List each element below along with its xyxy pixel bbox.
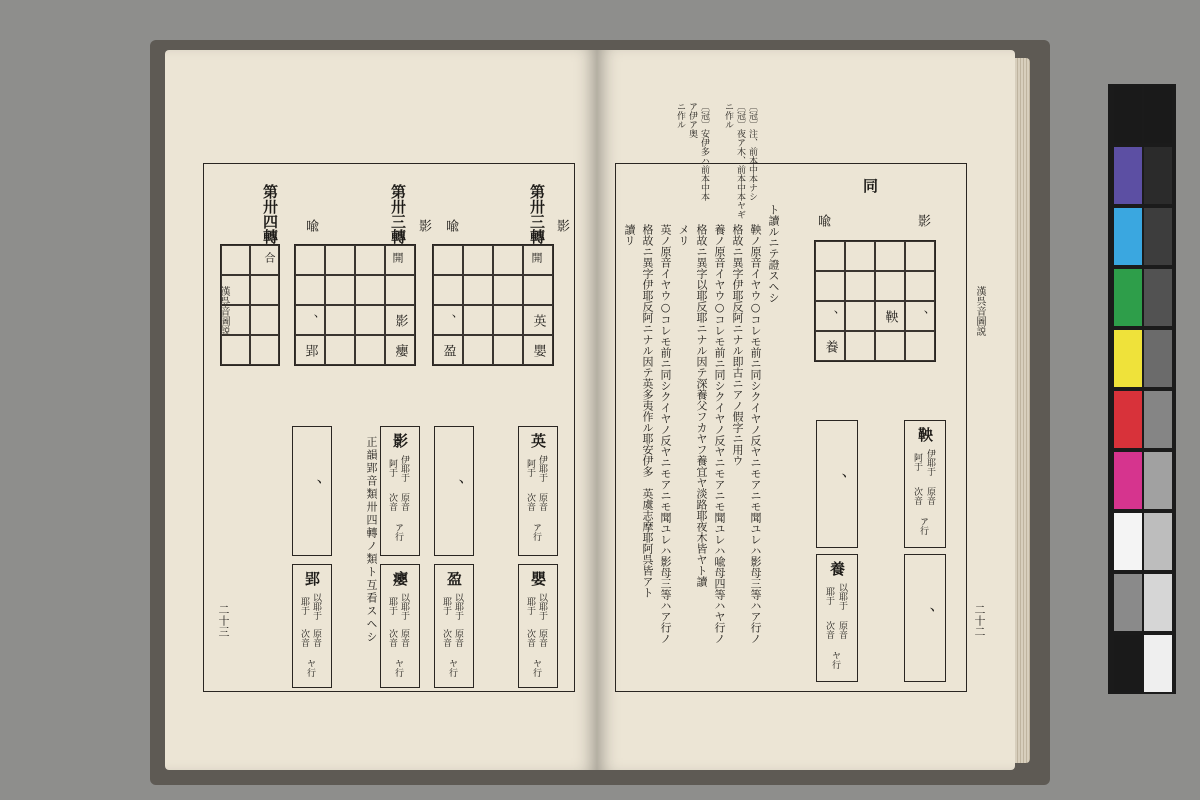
card-mark: 、 <box>917 607 936 623</box>
right-page <box>597 50 1015 770</box>
card-row: ヤ行 <box>531 659 541 677</box>
card-line1: 以耶于 <box>537 593 547 620</box>
left-page <box>165 50 597 770</box>
card-line1: 以耶于 <box>311 593 321 620</box>
card-note2: 次音 <box>912 487 922 505</box>
reading-card-ying <box>518 426 558 556</box>
left-page-number: 二十三 <box>217 604 230 637</box>
rhyme-grid-2 <box>294 244 416 366</box>
grid-mark: 、 <box>433 305 463 335</box>
card-line1: 伊耶于 <box>399 455 409 482</box>
card-line2: 阿于 <box>912 453 922 471</box>
color-swatch <box>1114 330 1142 387</box>
body-line-3: 格故ニ異字伊耶反阿ニナル即古ニアノ假字ニ用ウ <box>731 224 744 466</box>
grid-char-yang2: 養 <box>815 331 845 361</box>
transformation-suffix-1: 開 <box>530 252 543 263</box>
margin-note-5: ア伊ア奥 <box>687 102 697 138</box>
card-line1: 伊耶于 <box>925 449 935 476</box>
card-line2: 耶于 <box>299 597 309 615</box>
card-row: ア行 <box>393 523 403 541</box>
margin-note-1: 〔冠〕注、前本中本ナシ <box>747 102 757 201</box>
body-line-7: 英ノ原音イヤウ○コレモ前ニ同シクイヤノ反ヤニモアニモ聞ユレハ影母三等ハア行ノ <box>659 224 672 644</box>
card-char: 盈 <box>445 571 463 586</box>
margin-note-6: ニ作ル <box>675 102 685 129</box>
col-label-yu-2: 喩 <box>303 219 318 232</box>
card-row: ヤ行 <box>305 659 315 677</box>
card-char: 養 <box>828 561 846 576</box>
grid-char-ying2: 郢 <box>295 335 325 365</box>
gray-swatch <box>1144 330 1172 387</box>
left-running-title: 漢呉音圖説 <box>218 286 229 336</box>
body-line-1: ト讀ルニテ證スヘシ <box>767 204 780 303</box>
gray-swatch <box>1144 574 1172 631</box>
card-note1: 原音 <box>453 629 463 647</box>
gray-swatch <box>1144 452 1172 509</box>
card-line2: 阿于 <box>387 459 397 477</box>
reading-card-ying-shadow <box>380 426 420 556</box>
card-note2: 次音 <box>824 621 834 639</box>
gray-swatch <box>1144 147 1172 204</box>
body-line-2: 鞅ノ原音イヤウ○コレモ前ニ同シクイヤノ反ヤニモアニモ聞ユレハ影母三等ハア行ノ <box>749 224 762 644</box>
reading-card-yang <box>904 420 946 548</box>
grid-char-ying: 影 <box>385 305 415 335</box>
card-char: 影 <box>391 433 409 448</box>
col-label-yu-1: 喩 <box>443 219 458 232</box>
card-row: ヤ行 <box>447 659 457 677</box>
color-swatch <box>1114 574 1142 631</box>
card-mark: 、 <box>446 479 465 495</box>
col-label-ying-1: 影 <box>554 219 569 232</box>
reading-card-mark-1 <box>434 426 474 556</box>
reading-card-mark-b <box>904 554 946 682</box>
reading-card-mark-2 <box>292 426 332 556</box>
card-line1: 伊耶于 <box>537 455 547 482</box>
cross-reference-note: 正韻郢音類卅四轉ノ類ト互看スヘシ <box>365 436 378 644</box>
grid-char-ying: 英 <box>523 305 553 335</box>
card-char: 鞅 <box>916 427 934 442</box>
card-note1: 原音 <box>537 493 547 511</box>
color-swatch <box>1114 513 1142 570</box>
color-swatch <box>1114 147 1142 204</box>
color-swatch <box>1114 452 1142 509</box>
rhyme-grid-3 <box>220 244 280 366</box>
reading-card-ying-c <box>434 564 474 688</box>
margin-note-4: 〔冠〕安伊多ハ前本中本 <box>699 102 709 201</box>
reading-card-ying-d <box>380 564 420 688</box>
transformation-title-1: 第卅三轉 <box>528 184 546 244</box>
color-swatch <box>1114 208 1142 265</box>
grid-mark: 、 <box>815 301 845 331</box>
card-note2: 次音 <box>441 629 451 647</box>
transformation-title-2: 第卅三轉 <box>389 184 407 244</box>
margin-note-3: ニ作ル <box>723 102 733 129</box>
grid-char-ying2: 盈 <box>433 335 463 365</box>
card-row: ヤ行 <box>830 651 840 669</box>
card-mark: 、 <box>829 473 848 489</box>
card-note2: 次音 <box>525 493 535 511</box>
card-line2: 耶于 <box>441 597 451 615</box>
body-line-9: 讀リ <box>623 224 636 246</box>
card-note2: 次音 <box>387 493 397 511</box>
card-row: ヤ行 <box>393 659 403 677</box>
card-row: ア行 <box>531 523 541 541</box>
right-page-number: 二十二 <box>973 604 986 637</box>
card-note2: 次音 <box>387 629 397 647</box>
gray-swatch <box>1144 269 1172 326</box>
body-line-6: メリ <box>677 224 690 246</box>
body-line-4: 養ノ原音イヤウ○コレモ前ニ同シクイヤノ反ヤニモアニモ聞ユレハ喩母四等ハヤ行ノ <box>713 224 726 644</box>
card-char: 英 <box>529 433 547 448</box>
card-note1: 原音 <box>399 629 409 647</box>
card-note1: 原音 <box>399 493 409 511</box>
card-note1: 原音 <box>837 621 847 639</box>
card-line2: 耶于 <box>824 587 834 605</box>
reading-card-ying-e <box>292 564 332 688</box>
card-line2: 耶于 <box>525 597 535 615</box>
card-row: ア行 <box>918 517 928 535</box>
reading-card-yang-b <box>816 554 858 682</box>
col-label-yu: 喩 <box>815 214 830 227</box>
body-line-8: 格故ニ異字伊耶反阿ニナル因テ英多夷作ル耶安伊多 英虞志摩耶阿呉皆アト <box>641 224 654 598</box>
card-note1: 原音 <box>925 487 935 505</box>
margin-note-2: 〔冠〕夜ア木、前本中本ヤギ <box>735 102 745 219</box>
reading-card-mark <box>816 420 858 548</box>
card-line2: 耶于 <box>387 597 397 615</box>
grid-mark-2: 、 <box>905 301 935 331</box>
col-label-ying: 影 <box>915 214 930 227</box>
body-line-5: 格故ニ異字以耶反耶ニナル因テ深養父フカヤフ養宜ヤ淡路耶夜木皆ヤト讀 <box>695 224 708 587</box>
transformation-suffix-2: 開 <box>391 252 404 263</box>
color-calibration-chart <box>1108 84 1176 694</box>
card-line2: 阿于 <box>525 459 535 477</box>
color-swatch <box>1114 391 1142 448</box>
right-running-title: 漢呉音圖説 <box>974 286 985 336</box>
gray-swatch <box>1144 86 1172 143</box>
gray-swatch <box>1144 208 1172 265</box>
card-char: 癭 <box>391 571 409 586</box>
grid-char-yingb: 癭 <box>385 335 415 365</box>
grid-char-yang: 鞅 <box>875 301 905 331</box>
left-page-frame <box>203 163 575 692</box>
card-note2: 次音 <box>525 629 535 647</box>
reading-card-ying-b <box>518 564 558 688</box>
col-label-ying-2: 影 <box>416 219 431 232</box>
card-char: 嬰 <box>529 571 547 586</box>
color-swatch <box>1114 635 1142 692</box>
right-page-frame <box>615 163 986 692</box>
rhyme-grid-1 <box>432 244 554 366</box>
card-line1: 以耶于 <box>399 593 409 620</box>
color-swatch <box>1114 269 1142 326</box>
gray-swatch <box>1144 635 1172 692</box>
grid-char-yingb: 嬰 <box>523 335 553 365</box>
rhyme-grid-right <box>814 240 936 362</box>
card-char: 郢 <box>303 571 321 586</box>
card-line1: 以耶于 <box>837 583 847 610</box>
card-note1: 原音 <box>311 629 321 647</box>
transformation-title-3: 第卅四轉 <box>261 184 279 244</box>
gray-swatch <box>1144 513 1172 570</box>
card-note2: 次音 <box>299 629 309 647</box>
color-swatch <box>1114 86 1142 143</box>
gray-swatch <box>1144 391 1172 448</box>
card-mark: 、 <box>304 479 323 495</box>
transformation-suffix-3: 合 <box>263 252 276 263</box>
frame-title: 同 <box>861 178 879 193</box>
card-line1: 以耶于 <box>453 593 463 620</box>
grid-mark: 、 <box>295 305 325 335</box>
card-note1: 原音 <box>537 629 547 647</box>
